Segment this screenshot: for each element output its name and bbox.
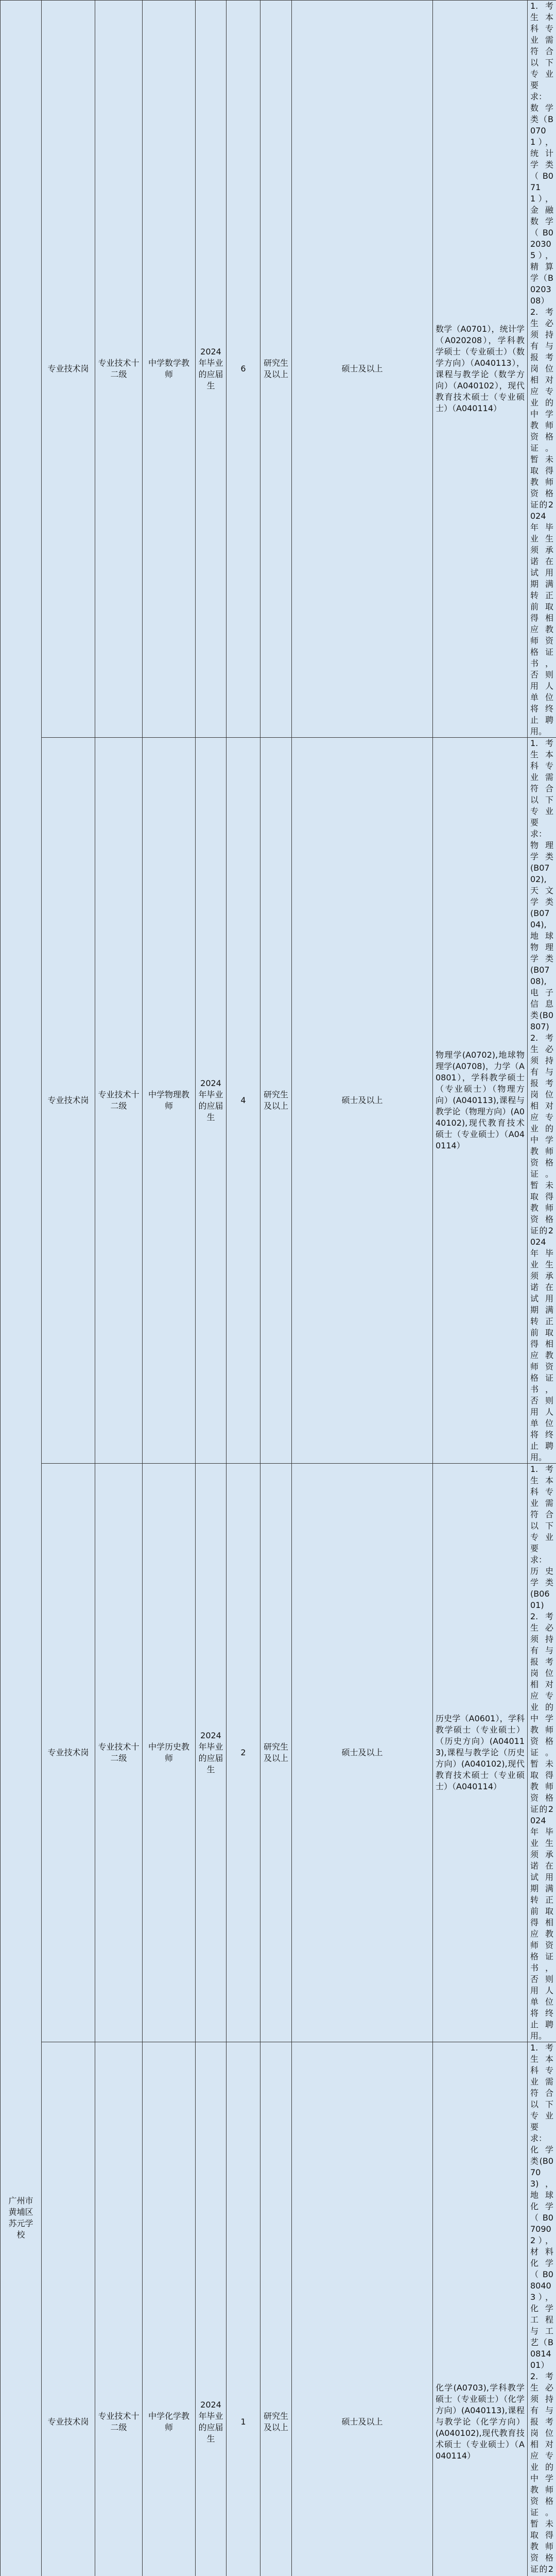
requirement-line: 2.考生必须持有与报考岗位相对应专业的中学教师资格证。暂未取得教师资格证的2024年毕业生须承诺在试用期满转正前取得相应教师资格证书，否则用人单位将终止聘用。: [530, 307, 553, 737]
requirement-line: 化学类(B0703)，地球化学（B070902），材料化学（B080403），化学工程与工艺（B081401）: [530, 2144, 553, 2371]
requirement-line: 1.考生本科专业需符合以下专业要求：: [530, 738, 553, 840]
school-name-cell: 广州市黄埔区苏元学校: [1, 1, 42, 2576]
table-row: [1, 1464, 556, 2042]
count-cell: 6: [227, 1, 260, 738]
requirement-line: 数学类（B0701），统计学类（B0711），金融数学（B020305），精算学（B020308）: [530, 103, 553, 307]
requirement-line: 2.考生必须持有与报考岗位相对应专业的中学教师资格证。暂未取得教师资格证的2024年毕业生须承诺在试用期满转正前取得相应教师资格证书，否则用人单位将终止聘用。: [530, 1611, 553, 2042]
major-cell: 物理学(A0702),地球物理学(A0708)，力学（A0801），学科教学硕士（专业硕士）（物理方向）(A040113),课程与教学论（物理方向）(A040102),现代教育技术硕士（专业硕士）（A040114）: [433, 738, 528, 1464]
requirements-cell: [528, 1464, 556, 2042]
target-cell: 2024年毕业的应届生: [196, 1, 227, 738]
level-cell: 专业技术十二级: [95, 738, 143, 1464]
level-cell: 专业技术十二级: [95, 2042, 143, 2576]
requirements-cell: [528, 2042, 556, 2576]
post-type-cell: 专业技术岗: [42, 2042, 95, 2576]
position-cell: 中学化学教师: [143, 2042, 196, 2576]
requirement-line: 2.考生必须持有与报考岗位相对应专业的中学教师资格证。暂未取得教师资格证的2024年毕业生须承诺在试用期满转正前取得相应教师资格证书，否则用人单位将终止聘用。: [530, 1032, 553, 1463]
post-type-cell: 专业技术岗: [42, 738, 95, 1464]
level-cell: 专业技术十二级: [95, 1464, 143, 2042]
table-row: [1, 2042, 556, 2576]
level-cell: 专业技术十二级: [95, 1, 143, 738]
education-cell: 研究生及以上: [260, 2042, 292, 2576]
table-body: [1, 1, 556, 2576]
count-cell: 1: [227, 2042, 260, 2576]
degree-cell: 硕士及以上: [292, 1464, 433, 2042]
major-cell: 历史学（A0601），学科教学硕士（专业硕士）（历史方向）(A040113),课程与教学论（历史方向）(A040102),现代教育技术硕士（专业硕士）（A040114）: [433, 1464, 528, 2042]
table-row: [1, 738, 556, 1464]
requirements-cell: [528, 738, 556, 1464]
requirement-line: 历史学类(B0601): [530, 1566, 553, 1611]
degree-cell: 硕士及以上: [292, 2042, 433, 2576]
position-cell: 中学物理教师: [143, 738, 196, 1464]
post-type-cell: 专业技术岗: [42, 1464, 95, 2042]
table-row: [1, 1, 556, 738]
requirement-line: 1.考生本科专业需符合以下专业要求：: [530, 1464, 553, 1566]
requirement-line: 2.考生必须持有与报考岗位相对应专业的中学教师资格证。暂未取得教师资格证的2: [530, 2371, 553, 2576]
position-cell: 中学数学教师: [143, 1, 196, 738]
education-cell: 研究生及以上: [260, 1464, 292, 2042]
major-cell: 数学（A0701），统计学（A020208），学科教学硕士（专业硕士）（数学方向）（A040113），课程与教学论（数学方向）（A040102），现代教育技术硕士（专业硕士）（A040114）: [433, 1, 528, 738]
count-cell: 2: [227, 1464, 260, 2042]
degree-cell: 硕士及以上: [292, 1, 433, 738]
post-type-cell: 专业技术岗: [42, 1, 95, 738]
education-cell: 研究生及以上: [260, 738, 292, 1464]
education-cell: 研究生及以上: [260, 1, 292, 738]
requirement-line: 1.考生本科专业需符合以下专业要求：: [530, 2042, 553, 2144]
position-cell: 中学历史教师: [143, 1464, 196, 2042]
target-cell: 2024年毕业的应届生: [196, 738, 227, 1464]
degree-cell: 硕士及以上: [292, 738, 433, 1464]
target-cell: 2024年毕业的应届生: [196, 1464, 227, 2042]
requirement-line: 1.考生本科专业需符合以下专业要求：: [530, 1, 553, 103]
requirements-cell: [528, 1, 556, 738]
count-cell: 4: [227, 738, 260, 1464]
target-cell: 2024年毕业的应届生: [196, 2042, 227, 2576]
major-cell: 化学(A0703),学科教学硕士（专业硕士）（化学方向）(A040113),课程与教学论（化学方向）(A040102),现代教育技术硕士（专业硕士）（A040114）: [433, 2042, 528, 2576]
requirement-line: 物理学类(B0702),天文学类(B0704),地球物理学类(B0708),电子信息类(B0807): [530, 840, 553, 1032]
